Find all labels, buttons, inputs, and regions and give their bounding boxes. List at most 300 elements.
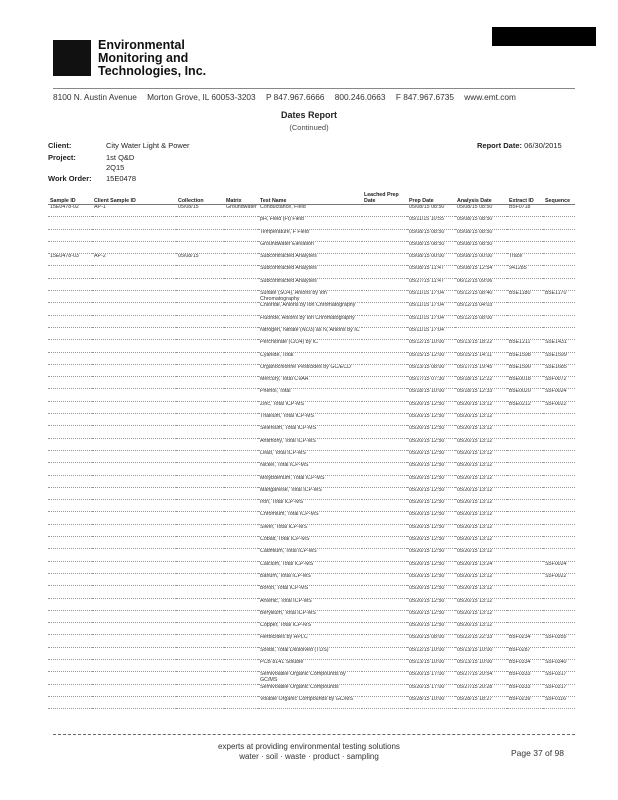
address-street: 8100 N. Austin Avenue [53,92,137,102]
cell-extract-id [507,463,543,475]
cell-sample-id [48,426,92,438]
cell-prep-date: 05/18/15 10:00 [407,389,455,401]
cell-matrix [224,291,258,303]
cell-client-sample-id [92,217,176,229]
cell-test-name: Semivolatile Organic Compounds by GC/MS [258,672,362,684]
cell-sample-id [48,291,92,303]
cell-extract-id [507,327,543,339]
cell-sequence: S5F0317 [543,672,575,684]
table-header-row [48,186,575,205]
cell-sequence: S5E1599 [543,352,575,364]
cell-extract-id [507,241,543,253]
cell-analysis-date: 05/27/15 20:28 [455,684,507,696]
footer-divider [53,734,575,735]
cell-analysis-date: 05/20/15 13:12 [455,475,507,487]
cell-sample-id [48,623,92,635]
cell-collection [176,561,224,573]
cell-matrix: Groundwater [224,205,258,217]
cell-matrix [224,524,258,536]
cell-test-name: Chromium, Total ICP-MS [258,512,362,524]
cell-sample-id [48,377,92,389]
cell-leached-prep-date [362,426,407,438]
cell-analysis-date: 05/08/15 08:50 [455,205,507,217]
cell-sequence [543,266,575,278]
column-header-prep-date: Prep Date [407,186,455,205]
cell-sequence [543,315,575,327]
cell-collection [176,475,224,487]
cell-prep-date: 05/20/15 12:50 [407,586,455,598]
cell-extract-id: B5E1590 [507,364,543,376]
cell-extract-id [507,475,543,487]
cell-sample-id [48,352,92,364]
cell-analysis-date: 05/08/15 00:00 [455,254,507,266]
cell-matrix [224,598,258,610]
cell-leached-prep-date [362,364,407,376]
cell-analysis-date: 05/13/15 10:00 [455,659,507,671]
cell-sample-id [48,610,92,622]
cell-collection [176,659,224,671]
cell-analysis-date: 05/20/15 13:12 [455,487,507,499]
cell-sequence [543,254,575,266]
cell-test-name: Conductance, Field [258,205,362,217]
table-row [48,315,575,327]
table-row [48,524,575,536]
cell-sample-id [48,401,92,413]
cell-leached-prep-date [362,278,407,290]
cell-sample-id [48,672,92,684]
cell-sequence [543,217,575,229]
cell-sequence [543,229,575,241]
table-row [48,672,575,684]
column-header-matrix: Matrix [224,186,258,205]
column-header-sample-id: Sample ID [48,186,92,205]
cell-extract-id [507,573,543,585]
cell-prep-date: 05/20/15 08:00 [407,635,455,647]
cell-matrix [224,389,258,401]
cell-matrix [224,450,258,462]
cell-collection [176,684,224,696]
cell-sample-id [48,266,92,278]
cell-extract-id: B5F0239 [507,696,543,708]
table-row [48,450,575,462]
cell-prep-date: 05/11/15 17:04 [407,327,455,339]
column-header-test-name: Test Name [258,186,362,205]
cell-test-name: Subcontracted Analyses [258,254,362,266]
cell-test-name: Calcium, Total ICP-MS [258,561,362,573]
cell-test-name: Nitrogen, Nitrate (NO3) as N, Anions by IC [258,327,362,339]
cell-test-name: Nickel, Total ICP-MS [258,463,362,475]
cell-leached-prep-date [362,414,407,426]
table-row [48,610,575,622]
cell-analysis-date: 05/20/15 13:12 [455,500,507,512]
cell-leached-prep-date [362,450,407,462]
cell-leached-prep-date [362,524,407,536]
cell-prep-date: 05/20/15 12:50 [407,500,455,512]
cell-extract-id: B5E0212 [507,401,543,413]
cell-matrix [224,684,258,696]
cell-client-sample-id [92,241,176,253]
cell-sequence [543,647,575,659]
cell-test-name: Arsenic, Total ICP-MS [258,598,362,610]
table-row [48,278,575,290]
cell-leached-prep-date [362,291,407,303]
cell-matrix [224,635,258,647]
cell-leached-prep-date [362,389,407,401]
cell-prep-date: 05/20/15 12:50 [407,561,455,573]
cell-leached-prep-date [362,696,407,708]
cell-prep-date: 05/15/15 12:00 [407,352,455,364]
cell-prep-date: 05/20/15 17:00 [407,684,455,696]
cell-extract-id [507,229,543,241]
cell-extract-id: B5F0718 [507,205,543,217]
cell-test-name: Beryllium, Total ICP-MS [258,610,362,622]
cell-analysis-date: 05/13/15 10:00 [455,647,507,659]
table-row [48,475,575,487]
cell-test-name: Fluoride, Anions by Ion Chromatography [258,315,362,327]
cell-collection: 05/08/15 [176,205,224,217]
cell-collection [176,549,224,561]
cell-analysis-date: 05/20/15 13:12 [455,426,507,438]
page-number: Page 37 of 98 [511,748,564,758]
cell-sequence [543,598,575,610]
cell-extract-id: B5F0333 [507,684,543,696]
cell-analysis-date: 05/20/15 13:24 [455,561,507,573]
cell-sequence: B5E1170 [543,291,575,303]
cell-collection [176,401,224,413]
client-row [48,141,190,150]
cell-extract-id [507,303,543,315]
cell-sequence [543,414,575,426]
cell-extract-id [507,217,543,229]
cell-client-sample-id [92,291,176,303]
table-row [48,684,575,696]
cell-sequence: S5F0024 [543,561,575,573]
cell-client-sample-id [92,512,176,524]
cell-sample-id [48,573,92,585]
cell-prep-date: 05/20/15 12:50 [407,573,455,585]
cell-prep-date: 05/11/15 17:04 [407,303,455,315]
cell-matrix [224,586,258,598]
cell-leached-prep-date [362,241,407,253]
cell-collection [176,463,224,475]
cell-prep-date: 05/11/15 17:04 [407,291,455,303]
cell-extract-id [507,623,543,635]
table-row [48,512,575,524]
address-tollfree: 800.246.0663 [334,92,386,102]
cell-matrix [224,610,258,622]
cell-collection: 05/08/15 [176,254,224,266]
cell-test-name: Cadmium, Total ICP-MS [258,549,362,561]
table-row [48,659,575,671]
cell-test-name: Mercury, Total CVAA [258,377,362,389]
cell-matrix [224,537,258,549]
cell-test-name: Cobalt, Total ICP-MS [258,537,362,549]
cell-analysis-date: 05/20/15 13:12 [455,401,507,413]
cell-analysis-date: 06/12/15 09:06 [455,278,507,290]
cell-prep-date: 05/20/15 17:00 [407,672,455,684]
cell-sample-id [48,315,92,327]
cell-sample-id [48,598,92,610]
company-logo [53,40,91,76]
cell-prep-date: 05/20/15 12:50 [407,414,455,426]
cell-collection [176,512,224,524]
cell-client-sample-id [92,684,176,696]
cell-client-sample-id [92,623,176,635]
client-label: Client: [48,141,72,150]
cell-sequence [543,586,575,598]
cell-analysis-date: 05/08/15 08:50 [455,241,507,253]
cell-leached-prep-date [362,401,407,413]
table-row [48,463,575,475]
cell-sample-id [48,561,92,573]
cell-matrix [224,561,258,573]
cell-sequence: S5F0116 [543,696,575,708]
cell-test-name: Solids, Total Dissolved (TDS) [258,647,362,659]
address-phone: P 847.967.6666 [265,92,325,102]
cell-extract-id: B5F0234 [507,635,543,647]
cell-client-sample-id [92,364,176,376]
cell-client-sample-id [92,229,176,241]
cell-prep-date: 05/20/15 12:50 [407,450,455,462]
cell-collection [176,229,224,241]
cell-leached-prep-date [362,659,407,671]
cell-extract-id: B5E1598 [507,352,543,364]
cell-client-sample-id [92,659,176,671]
cell-test-name: Silver, Total ICP-MS [258,524,362,536]
cell-client-sample-id: AP-2 [92,254,176,266]
cell-matrix [224,512,258,524]
table-row [48,241,575,253]
cell-collection [176,537,224,549]
cell-test-name: Selenium, Total ICP-MS [258,426,362,438]
cell-sample-id [48,303,92,315]
cell-test-name: pH, Field (Ft) Field [258,217,362,229]
cell-client-sample-id [92,414,176,426]
cell-sequence: S5F0072 [543,377,575,389]
cell-test-name: Cyanide, Total [258,352,362,364]
cell-prep-date: 05/13/15 08:00 [407,364,455,376]
cell-matrix [224,659,258,671]
cell-client-sample-id [92,573,176,585]
table-row [48,291,575,303]
cell-leached-prep-date [362,684,407,696]
cell-sequence [543,450,575,462]
address-website: www.emt.com [464,92,516,102]
cell-prep-date: 05/20/15 12:50 [407,438,455,450]
cell-test-name: Perchlorate (ClO4) by IC [258,340,362,352]
table-row [48,573,575,585]
cell-matrix [224,327,258,339]
report-date-value: 06/30/2015 [524,141,562,150]
cell-sample-id [48,217,92,229]
footer-services: water · soil · waste · product · sampling [239,752,379,761]
cell-sample-id: 15E0478-02 [48,205,92,217]
table-row [48,205,575,217]
cell-leached-prep-date [362,463,407,475]
cell-prep-date: 05/20/15 12:50 [407,598,455,610]
cell-test-name: Herbicides by HPLC [258,635,362,647]
cell-collection [176,291,224,303]
cell-sample-id [48,463,92,475]
cell-client-sample-id [92,278,176,290]
cell-test-name: Molybdenum, Total ICP-MS [258,475,362,487]
cell-sequence: S5F0022 [543,573,575,585]
cell-sample-id [48,647,92,659]
cell-extract-id [507,549,543,561]
cell-client-sample-id [92,610,176,622]
cell-client-sample-id [92,537,176,549]
cell-collection [176,266,224,278]
company-name-line3: Technologies, Inc. [98,64,207,78]
cell-matrix [224,352,258,364]
project-value: 1st Q&D [106,153,135,162]
cell-client-sample-id [92,586,176,598]
cell-client-sample-id [92,561,176,573]
cell-sequence [543,475,575,487]
cell-extract-id: Trace [507,254,543,266]
cell-extract-id: B5E1211 [507,340,543,352]
cell-sequence [543,549,575,561]
table-row [48,537,575,549]
cell-prep-date: 05/20/15 12:50 [407,426,455,438]
cell-test-name: Chloride, Anions by Ion Chromatography [258,303,362,315]
cell-prep-date: 05/20/15 12:50 [407,537,455,549]
cell-collection [176,303,224,315]
cell-client-sample-id [92,450,176,462]
cell-client-sample-id: AP-1 [92,205,176,217]
table-row [48,623,575,635]
table-row [48,327,575,339]
cell-analysis-date: 05/20/15 13:12 [455,438,507,450]
cell-prep-date: 05/20/15 12:50 [407,524,455,536]
table-row [48,364,575,376]
report-subtitle: (Continued) [289,123,329,132]
cell-analysis-date: 05/20/15 13:12 [455,598,507,610]
cell-client-sample-id [92,352,176,364]
cell-extract-id [507,561,543,573]
cell-extract-id [507,500,543,512]
cell-client-sample-id [92,303,176,315]
cell-extract-id [507,315,543,327]
cell-test-name: Zinc, Total ICP-MS [258,401,362,413]
table-row [48,377,575,389]
cell-collection [176,500,224,512]
table-row [48,229,575,241]
cell-client-sample-id [92,327,176,339]
cell-leached-prep-date [362,475,407,487]
cell-client-sample-id [92,401,176,413]
cell-test-name: Antimony, Total ICP-MS [258,438,362,450]
cell-prep-date: 05/08/15 08:50 [407,241,455,253]
cell-prep-date: 05/17/15 07:30 [407,377,455,389]
cell-sequence: S5F0340 [543,659,575,671]
cell-collection [176,672,224,684]
table-row [48,500,575,512]
cell-collection [176,327,224,339]
cell-sequence [543,241,575,253]
cell-client-sample-id [92,377,176,389]
cell-matrix [224,303,258,315]
cell-extract-id: B5E1180 [507,291,543,303]
cell-analysis-date: 05/27/15 20:54 [455,672,507,684]
cell-test-name: Groundwater Elevation [258,241,362,253]
cell-sequence [543,512,575,524]
cell-leached-prep-date [362,352,407,364]
cell-client-sample-id [92,315,176,327]
client-value: City Water Light & Power [106,141,190,150]
cell-extract-id [507,524,543,536]
project-value-2: 2Q15 [106,163,125,172]
cell-client-sample-id [92,266,176,278]
cell-leached-prep-date [362,438,407,450]
cell-collection [176,524,224,536]
cell-analysis-date [455,327,507,339]
cell-analysis-date: 05/12/15 08:00 [455,315,507,327]
cell-matrix [224,241,258,253]
cell-prep-date: 05/20/15 12:50 [407,463,455,475]
cell-collection [176,414,224,426]
cell-collection [176,598,224,610]
cell-test-name: Thallium, Total ICP-MS [258,414,362,426]
cell-extract-id [507,610,543,622]
cell-prep-date: 05/08/15 08:50 [407,205,455,217]
cell-sequence [543,524,575,536]
cell-analysis-date: 05/22/15 22:33 [455,635,507,647]
cell-sample-id: 15E0478-03 [48,254,92,266]
cell-prep-date: 05/20/15 12:50 [407,512,455,524]
column-header-leached-prep-date: Leached Prep Date [362,186,407,205]
cell-sequence: S5E1685 [543,364,575,376]
work-order-row [48,174,136,183]
cell-analysis-date: 05/28/15 18:27 [455,696,507,708]
cell-extract-id: B5E0020 [507,389,543,401]
table-row [48,414,575,426]
cell-prep-date: 05/08/15 11:47 [407,266,455,278]
cell-analysis-date: 05/20/15 13:12 [455,414,507,426]
cell-collection [176,586,224,598]
cell-extract-id [507,512,543,524]
cell-collection [176,696,224,708]
table-row [48,647,575,659]
cell-leached-prep-date [362,487,407,499]
cell-collection [176,352,224,364]
cell-test-name: Manganese, Total ICP-MS [258,487,362,499]
cell-analysis-date: 05/13/15 18:22 [455,340,507,352]
cell-extract-id: B5F0333 [507,672,543,684]
cell-sample-id [48,684,92,696]
column-header-sequence: Sequence [543,186,575,205]
cell-test-name: PCB 8141 Soluble [258,659,362,671]
cell-sample-id [48,241,92,253]
cell-collection [176,647,224,659]
cell-leached-prep-date [362,500,407,512]
cell-sample-id [48,549,92,561]
cell-test-name: Phenol, Total [258,389,362,401]
cell-collection [176,217,224,229]
cell-collection [176,278,224,290]
cell-matrix [224,487,258,499]
cell-sample-id [48,500,92,512]
cell-matrix [224,217,258,229]
cell-prep-date: 05/12/15 10:00 [407,647,455,659]
company-address [53,92,575,102]
table-row [48,217,575,229]
cell-collection [176,623,224,635]
cell-sample-id [48,438,92,450]
cell-test-name: Lead, Total ICP-MS [258,450,362,462]
cell-analysis-date: 05/12/15 04:03 [455,303,507,315]
table-body [48,205,575,709]
